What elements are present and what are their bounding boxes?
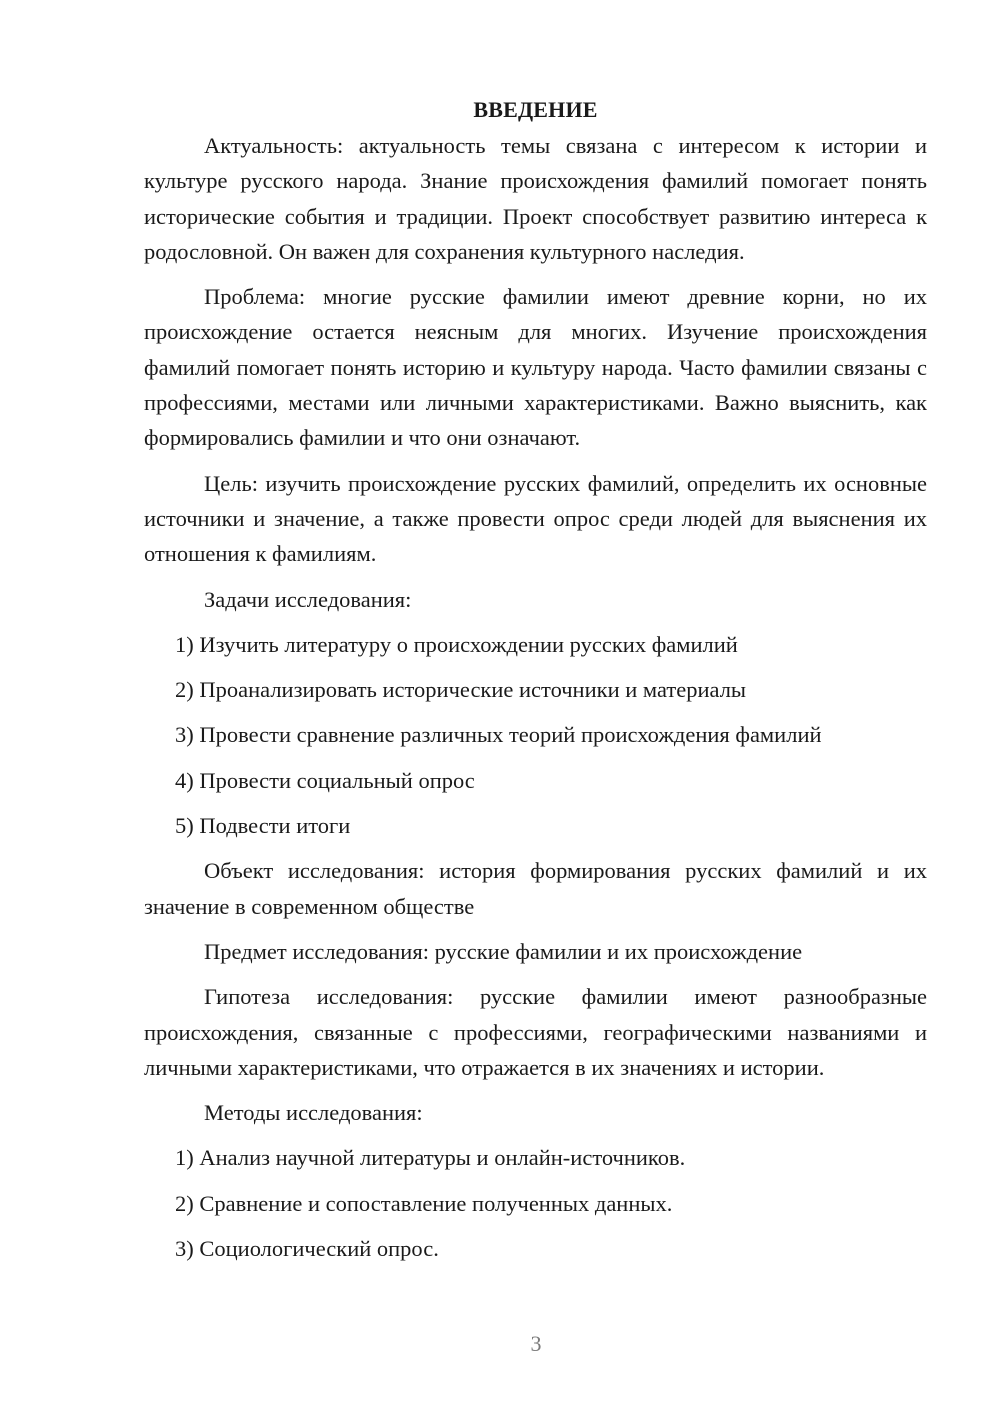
list-item: 2) Сравнение и сопоставление полученных данных. bbox=[175, 1190, 673, 1216]
subject-paragraph: Предмет исследования: русские фамилии и их происхождение bbox=[204, 938, 803, 964]
problem-paragraph: Проблема: многие русские фамилии имеют древние корни, но их происхождение остается неясным для многих. Изучение происхождения фамилий помогает понять историю и культуру народа. Часто фамилии связаны с профессиями, местами или личными характеристиками. Важно выяснить, как формировались фамилии и что они означают. bbox=[144, 284, 927, 451]
tasks-list bbox=[144, 627, 927, 843]
list-item: 1) Изучить литературу о происхождении русских фамилий bbox=[175, 631, 738, 657]
list-item: 1) Анализ научной литературы и онлайн-источников. bbox=[175, 1145, 686, 1171]
relevance-paragraph: Актуальность: актуальность темы связана с интересом к истории и культуре русского народа. Знание происхождения фамилий помогает понять исторические события и традиции. Проект способствует развитию интереса к родословной. Он важен для сохранения культурного наследия. bbox=[144, 133, 927, 264]
list-item: 3) Провести сравнение различных теорий происхождения фамилий bbox=[175, 722, 822, 748]
page-title: ВВЕДЕНИЕ bbox=[473, 97, 598, 122]
list-item: 4) Провести социальный опрос bbox=[175, 767, 475, 793]
list-item: 2) Проанализировать исторические источники и материалы bbox=[175, 677, 747, 703]
list-item: 5) Подвести итоги bbox=[175, 813, 351, 839]
methods-list bbox=[144, 1140, 927, 1266]
goal-paragraph: Цель: изучить происхождение русских фамилий, определить их основные источники и значение, а также провести опрос среди людей для выяснения их отношения к фамилиям. bbox=[144, 470, 927, 567]
document-page bbox=[144, 92, 927, 1276]
tasks-label: Задачи исследования: bbox=[204, 586, 412, 612]
hypothesis-paragraph: Гипотеза исследования: русские фамилии имеют разнообразные происхождения, связанные с профессиями, географическими названиями и личными характеристиками, что отражается в их значениях и истории. bbox=[144, 984, 927, 1080]
object-paragraph: Объект исследования: история формирования русских фамилий и их значение в современном обществе bbox=[144, 858, 927, 919]
methods-label: Методы исследования: bbox=[204, 1100, 423, 1126]
page-number: 3 bbox=[530, 1331, 542, 1356]
list-item: 3) Социологический опрос. bbox=[175, 1236, 439, 1262]
